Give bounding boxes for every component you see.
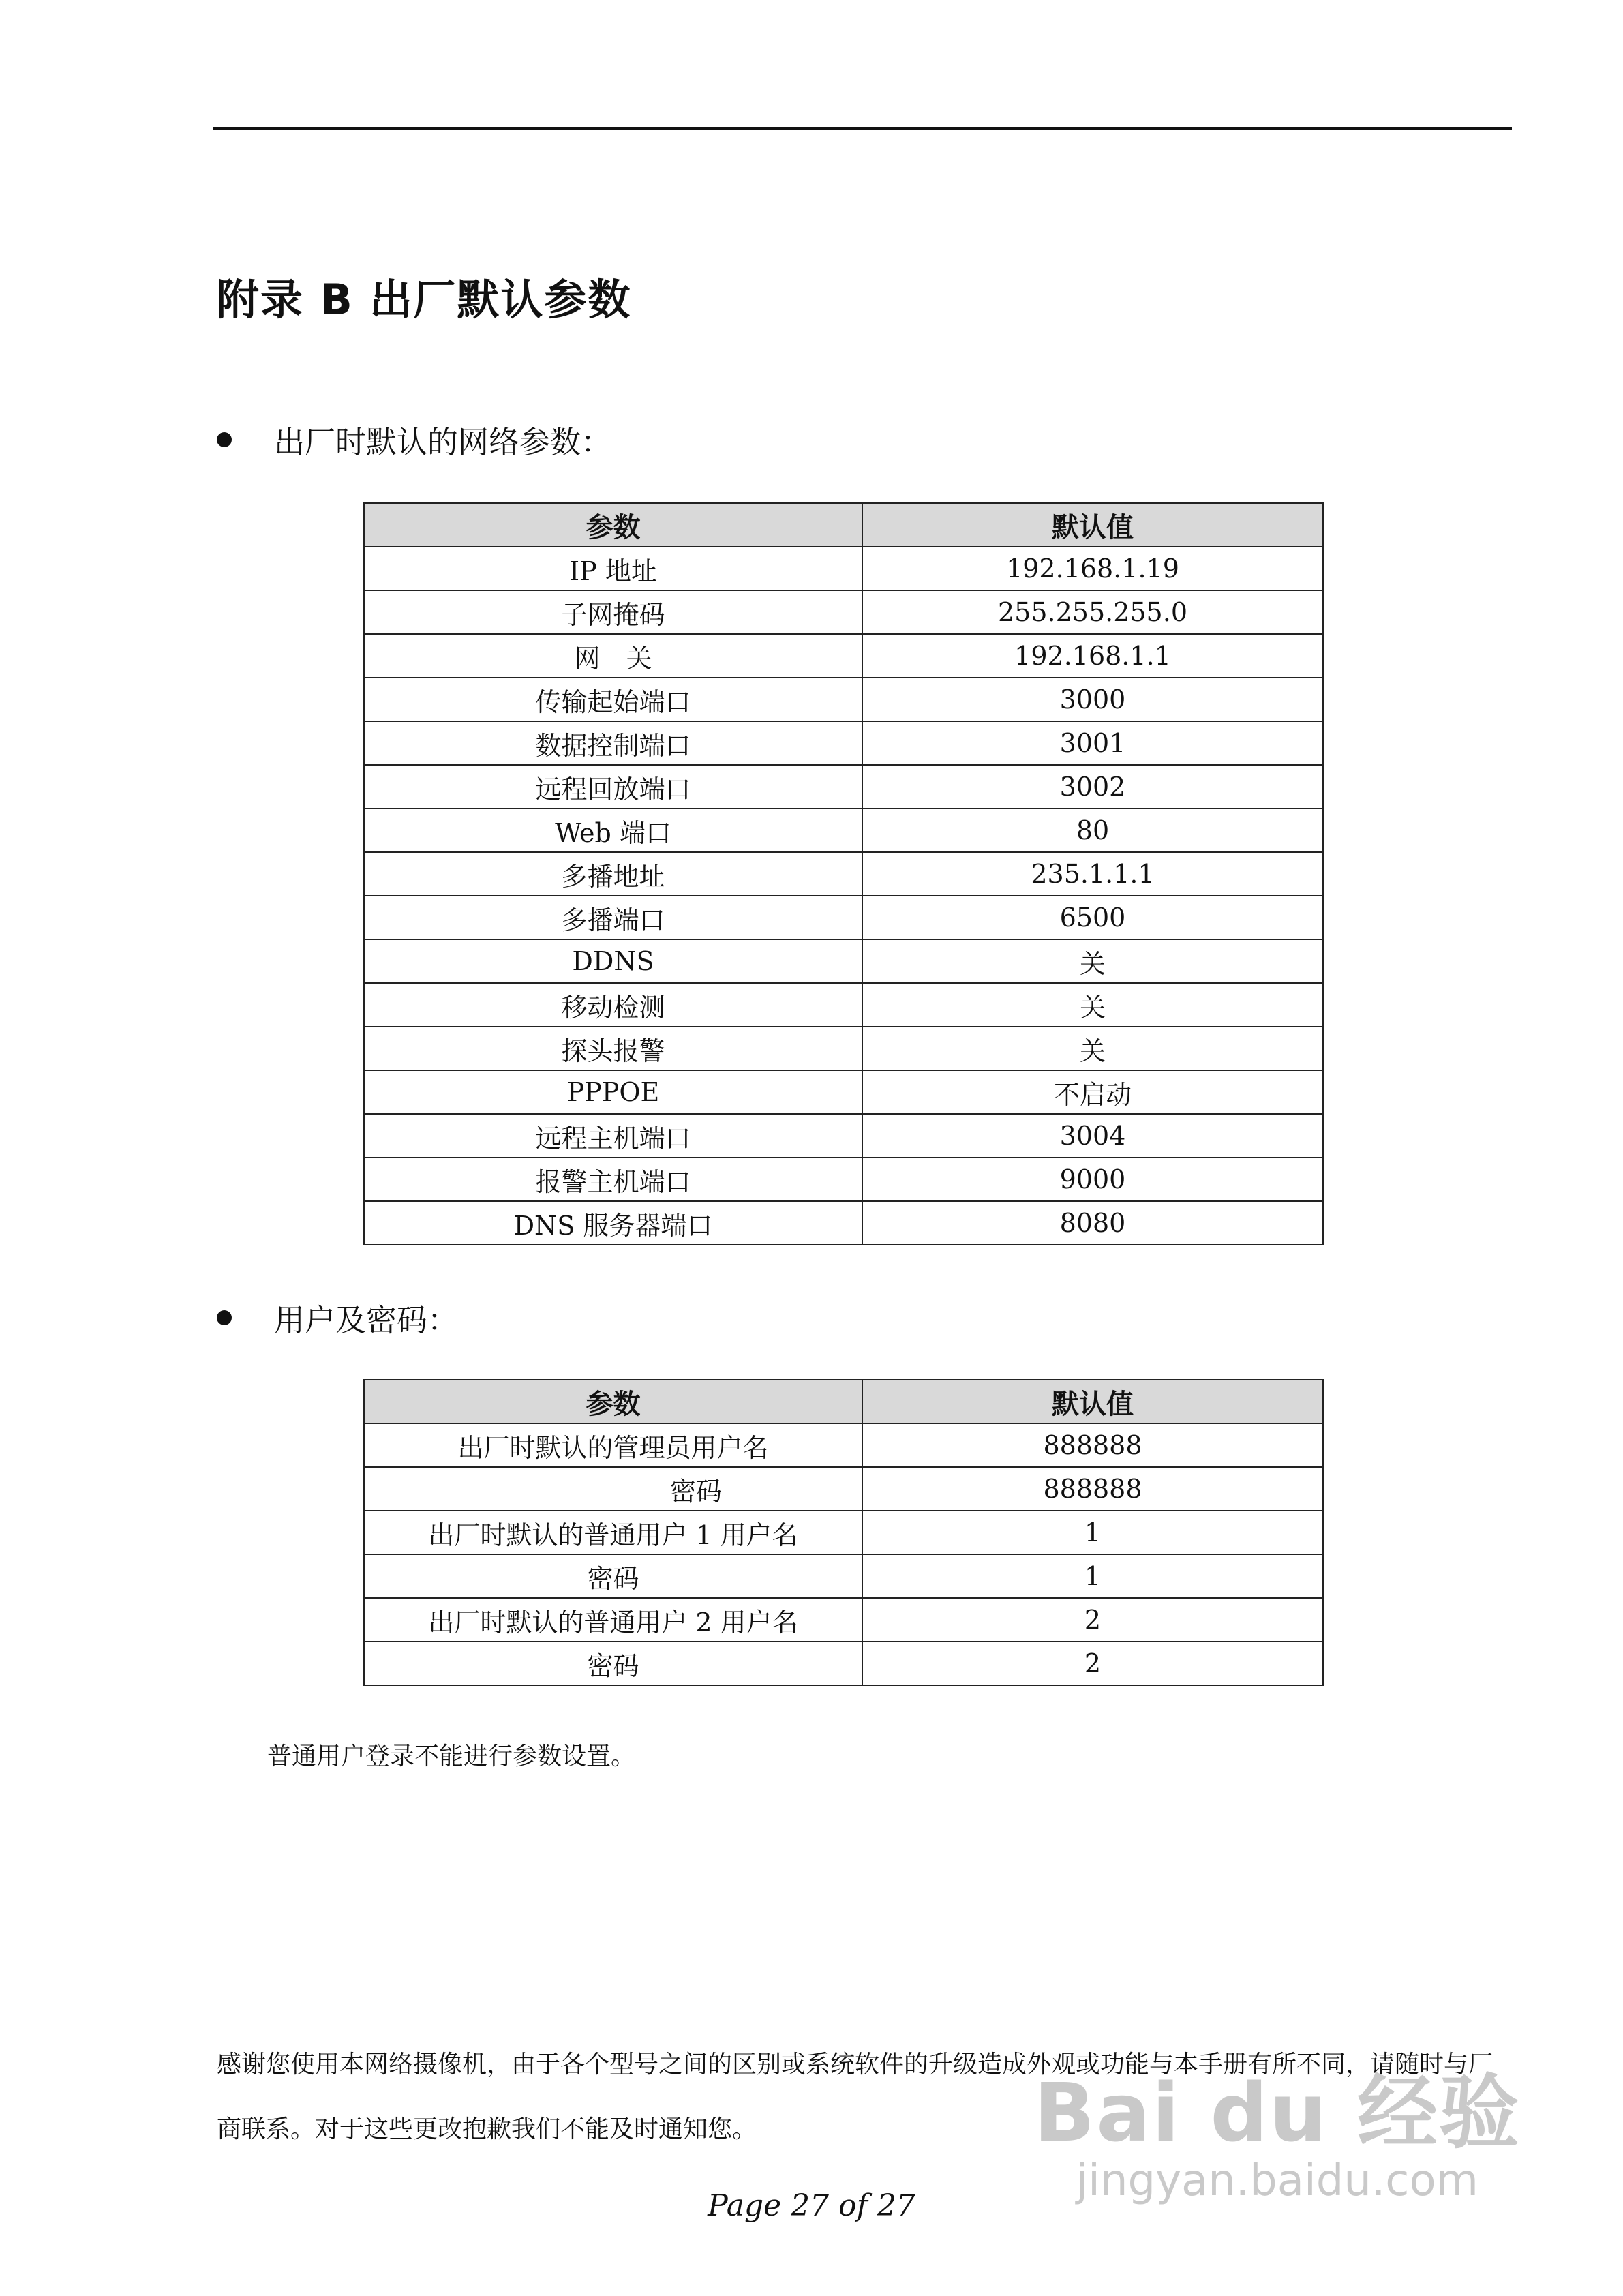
row-param: 多播端口	[364, 896, 862, 939]
network-defaults-table	[363, 502, 1324, 1245]
row-value: 888888	[862, 1467, 1323, 1511]
table-row	[364, 1598, 1323, 1642]
row-param: 子网掩码	[364, 590, 862, 634]
table-row	[364, 678, 1323, 721]
row-param: 出厂时默认的普通用户 1 用户名	[364, 1511, 862, 1554]
row-param: 远程回放端口	[364, 765, 862, 809]
appendix-heading: 附录 B 出厂默认参数	[217, 275, 632, 324]
row-param: 移动检测	[364, 983, 862, 1027]
section-users-title	[217, 1295, 458, 1340]
row-value: 关	[862, 983, 1323, 1027]
row-value: 192.168.1.1	[862, 634, 1323, 678]
table-row	[364, 1027, 1323, 1070]
row-param: 数据控制端口	[364, 721, 862, 765]
table-row	[364, 721, 1323, 765]
column-header-parameter: 参数	[364, 1380, 862, 1423]
row-param: 报警主机端口	[364, 1158, 862, 1201]
row-param: IP 地址	[364, 547, 862, 590]
table-row	[364, 1467, 1323, 1511]
row-value: 80	[862, 809, 1323, 852]
row-param: 出厂时默认的管理员用户名	[364, 1423, 862, 1467]
row-param: DNS 服务器端口	[364, 1201, 862, 1245]
table-row	[364, 1201, 1323, 1245]
thanks-line-1: 感谢您使用本网络摄像机，由于各个型号之间的区别或系统软件的升级造成外观或功能与本手册有所不同，请随时与厂	[217, 2051, 1493, 2079]
row-param: 多播地址	[364, 852, 862, 896]
table-row	[364, 1423, 1323, 1467]
table-row	[364, 896, 1323, 939]
table-header-row	[364, 503, 1323, 547]
bullet-icon	[217, 1310, 232, 1325]
table-row	[364, 1114, 1323, 1158]
row-value: 3002	[862, 765, 1323, 809]
table-row	[364, 634, 1323, 678]
table-row	[364, 590, 1323, 634]
thanks-line-2: 商联系。对于这些更改抱歉我们不能及时通知您。	[217, 2115, 757, 2143]
row-value: 3004	[862, 1114, 1323, 1158]
user-note: 普通用户登录不能进行参数设置。	[267, 1742, 636, 1770]
row-value: 6500	[862, 896, 1323, 939]
table-row	[364, 1642, 1323, 1685]
row-value: 1	[862, 1554, 1323, 1598]
row-value: 235.1.1.1	[862, 852, 1323, 896]
row-param: Web 端口	[364, 809, 862, 852]
row-value: 192.168.1.19	[862, 547, 1323, 590]
table-row	[364, 852, 1323, 896]
column-header-parameter: 参数	[364, 503, 862, 547]
watermark-brand: Bai du 经验	[1033, 2066, 1521, 2160]
table-header-row	[364, 1380, 1323, 1423]
table-row	[364, 1511, 1323, 1554]
table-row	[364, 1070, 1323, 1114]
table-row	[364, 983, 1323, 1027]
row-value: 2	[862, 1642, 1323, 1685]
row-value: 9000	[862, 1158, 1323, 1201]
section-users-label: 用户及密码：	[274, 1302, 459, 1338]
row-value: 888888	[862, 1423, 1323, 1467]
column-header-default: 默认值	[862, 1380, 1323, 1423]
row-value: 8080	[862, 1201, 1323, 1245]
column-header-default: 默认值	[862, 503, 1323, 547]
row-param: 密码	[364, 1554, 862, 1598]
table-row	[364, 939, 1323, 983]
row-value: 3001	[862, 721, 1323, 765]
row-param: 密码	[364, 1467, 862, 1511]
header-rule	[213, 127, 1512, 130]
table-row	[364, 1158, 1323, 1201]
table-row	[364, 547, 1323, 590]
row-param: PPPOE	[364, 1070, 862, 1114]
table-row	[364, 809, 1323, 852]
row-value: 1	[862, 1511, 1323, 1554]
row-param: 密码	[364, 1642, 862, 1685]
row-value: 不启动	[862, 1070, 1323, 1114]
row-value: 3000	[862, 678, 1323, 721]
row-param: 传输起始端口	[364, 678, 862, 721]
row-value: 2	[862, 1598, 1323, 1642]
row-param: 远程主机端口	[364, 1114, 862, 1158]
row-value: 255.255.255.0	[862, 590, 1323, 634]
section-network-title	[217, 417, 611, 462]
row-param: DDNS	[364, 939, 862, 983]
user-defaults-table	[363, 1379, 1324, 1686]
row-value: 关	[862, 1027, 1323, 1070]
table-row	[364, 1554, 1323, 1598]
table-row	[364, 765, 1323, 809]
row-param: 探头报警	[364, 1027, 862, 1070]
row-value: 关	[862, 939, 1323, 983]
row-param: 网 关	[364, 634, 862, 678]
watermark-url: jingyan.baidu.com	[1076, 2156, 1478, 2206]
row-param: 出厂时默认的普通用户 2 用户名	[364, 1598, 862, 1642]
page-number: Page 27 of 27	[708, 2188, 915, 2223]
section-network-label: 出厂时默认的网络参数：	[274, 424, 612, 460]
bullet-icon	[217, 432, 232, 447]
